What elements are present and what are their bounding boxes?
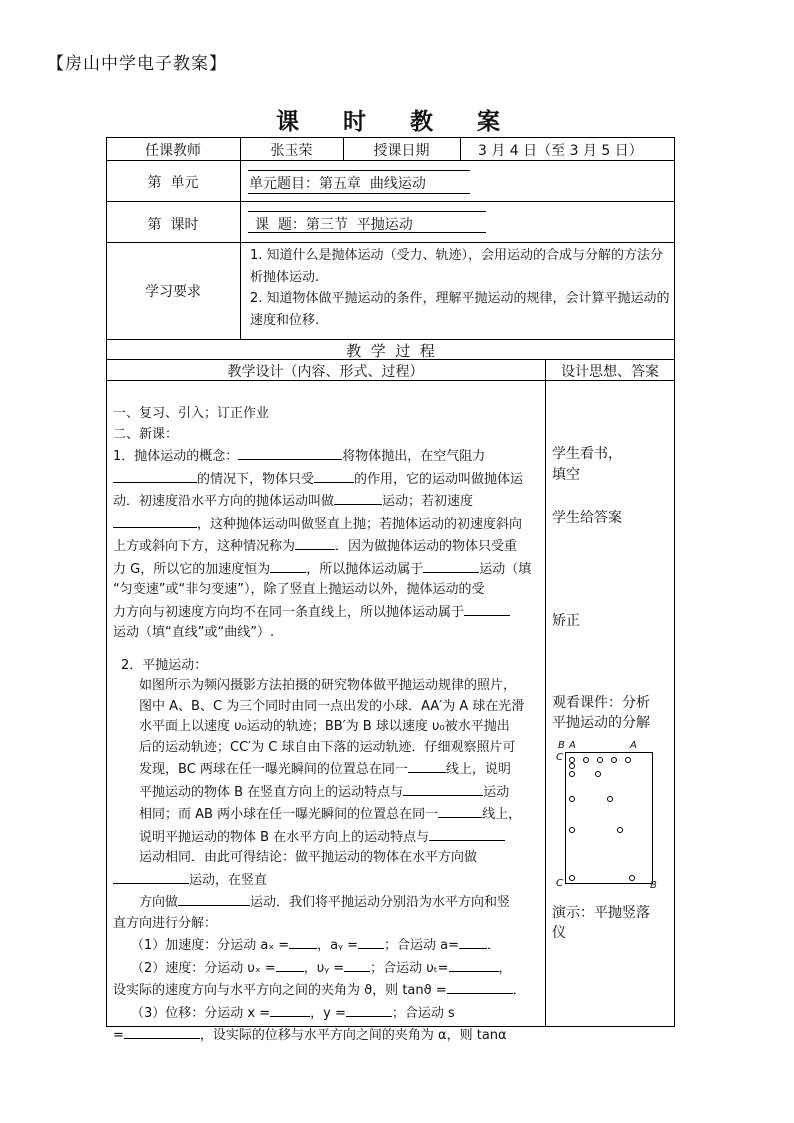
section-projectile: 2．平抛运动： <box>121 657 208 673</box>
ball-dot <box>629 875 635 881</box>
ball-dot <box>607 796 613 802</box>
ball-dot <box>595 771 601 777</box>
label-a-right: A <box>630 740 637 751</box>
ball-dot <box>569 796 575 802</box>
requirement-1: 1. 知道什么是抛体运动（受力、轨迹），会用运动的合成与分解的方法分析抛体运动. <box>250 248 664 285</box>
lesson-label: 第 课时 <box>147 217 199 233</box>
ball-dot <box>625 757 631 763</box>
review-line: 一、复习、引入；订正作业 <box>113 406 270 421</box>
strobe-photo-figure <box>553 740 668 890</box>
requirement-2: 2. 知道物体做平抛运动的条件，理解平抛运动的规律，会计算平抛运动的速度和位移. <box>250 291 670 328</box>
process-heading: 教 学 过 程 <box>346 342 435 360</box>
lesson-content: 一、复习、引入；订正作业 二、新课： 1．抛体运动的概念： 将物体抛出，在空气阻力 的情况下，物体只受 的作用，它的运动叫做抛体运 动．初速度沿水平方向的抛体运动叫做 运动；若初速度 ，这种抛体运动叫做竖直上抛；若抛体运动的初速度斜向 上方或斜向下方，这种情况称为 ．因为做抛体运动的物体只受重 力 G，所以它的加速度恒为 ，所以抛体运动属于 运动（填 “匀变速”或“非匀变速”），除了竖直上抛运动以外，抛体运动的受 力方向与初速度方向均不在同一条直线上，所以抛体运动属于 运动（填“直线”或“曲线”）. 2．平抛运动： 如图所示为频闪摄影方法拍摄的研究物体做平抛运动规律的照片， 图中 A、B、C 为三个同时由同一点出发的小球．AA′为 A 球在光滑 水平面上以速度 υ₀运动的轨迹；BB′为 B 球以速度 υ₀被水平抛出 后的运动轨迹；CC′为 C 球自由下落的运动轨迹．仔细观察照片可 发现，BC 两球在任一曝光瞬间的位置总在同一 线上，说明 平抛运动的物体 B 在竖直方向上的运动特点与 运动 相同；而 AB 两小球在任一曝光瞬间的位置总在同一 线上， 说明平抛运动的物体 B 在水平方向上的运动特点与 运动相同．由此可得结论：做平抛运动的物体在水平方向做 运动，在竖直 方向做 运动．我们将平抛运动分别沿为水平方向和竖 直方向进行分解： （1）加速度：分运动 aₓ = ，aᵧ = ；合运动 a= ． （2）速度：分运动 υₓ = ，υᵧ = ；合运动 υₜ= ， 设实际的速度方向与水平方向之间的夹角为 ϑ，则 tanϑ = ． （3）位移：分运动 x = ，y = ；合运动 s = ，设实际的位移与水平方向之间的夹角为 α，则 tanα <box>113 404 546 1047</box>
label-a-top: A <box>569 740 576 751</box>
ball-dot <box>597 757 603 763</box>
document-header: 【房山中学电子教案】 <box>47 54 227 74</box>
note-instrument: 仪 <box>552 925 566 941</box>
note-give-answers: 学生给答案 <box>552 510 622 526</box>
unit-label: 第 单元 <box>147 175 199 191</box>
label-b-bottom: B <box>650 880 657 891</box>
requirements-label: 学习要求 <box>145 284 201 300</box>
ball-dot <box>569 827 575 833</box>
lesson-title: 课 题：第三节 平抛运动 <box>255 217 413 233</box>
column-notes-heading: 设计思想、答案 <box>561 364 659 380</box>
ball-dot <box>583 757 589 763</box>
new-lesson-line: 二、新课： <box>113 426 179 442</box>
page-title: 课 时 教 案 <box>275 108 519 135</box>
teacher-label: 任课教师 <box>145 143 201 159</box>
ball-dot <box>569 875 575 881</box>
ball-dot <box>569 771 575 777</box>
ball-dot <box>611 757 617 763</box>
note-demo: 演示：平抛竖落 <box>552 905 650 921</box>
note-correct: 矫正 <box>552 613 580 629</box>
ball-dot <box>617 827 623 833</box>
note-analysis: 平抛运动的分解 <box>552 715 650 731</box>
ball-dot <box>569 763 575 769</box>
teacher-name: 张玉荣 <box>270 143 313 159</box>
figure-frame <box>565 752 653 884</box>
date-label: 授课日期 <box>373 143 430 159</box>
note-courseware: 观看课件：分析 <box>552 695 650 711</box>
teaching-date: 3 月 4 日（至 3 月 5 日） <box>478 143 643 159</box>
note-fill-blanks: 填空 <box>552 467 580 483</box>
label-c-left: C <box>556 752 563 763</box>
unit-title: 单元题目：第五章 曲线运动 <box>249 176 426 192</box>
column-design-heading: 教学设计（内容、形式、过程） <box>227 364 424 380</box>
label-b-top: B <box>558 740 565 751</box>
note-read-book: 学生看书， <box>552 446 622 462</box>
label-c-bottom: C <box>556 878 563 889</box>
